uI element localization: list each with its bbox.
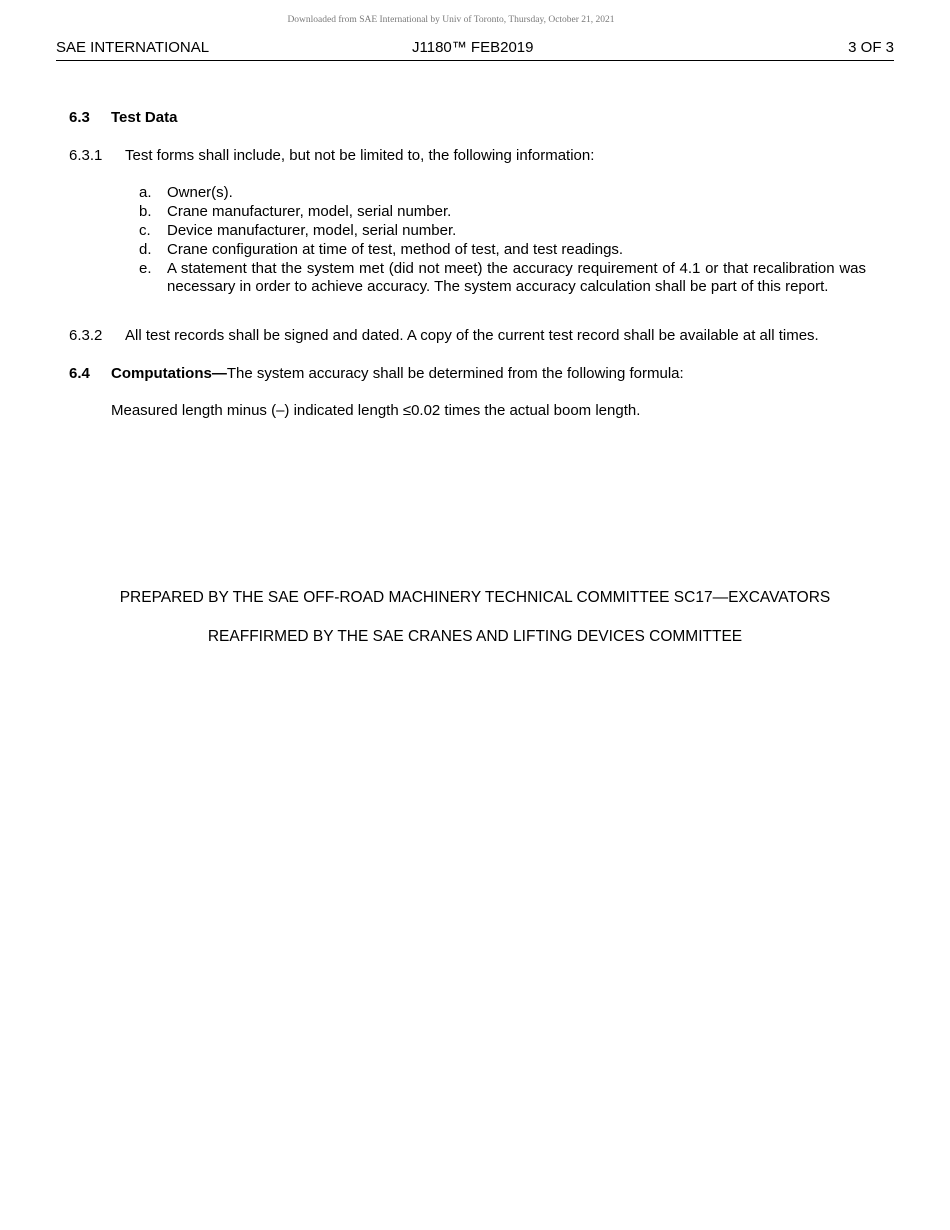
list-letter: a. xyxy=(139,184,152,201)
list-text: A statement that the system met (did not meet) the accuracy requirement of 4.1 or that recalibration was necessary in order to achieve accuracy. The system accuracy calculation shall be part of this report. xyxy=(167,260,866,295)
section-6-3-1-text: Test forms shall include, but not be limited to, the following information: xyxy=(125,147,595,164)
page-header xyxy=(56,38,894,61)
reaffirmed-by-line: REAFFIRMED BY THE SAE CRANES AND LIFTING DEVICES COMMITTEE xyxy=(207,628,743,645)
section-6-3-2-number: 6.3.2 xyxy=(69,327,103,344)
list-letter: d. xyxy=(139,241,152,258)
section-6-3-2 xyxy=(69,327,819,345)
section-6-4-text: The system accuracy shall be determined from the following formula: xyxy=(226,365,684,382)
list-text: Crane manufacturer, model, serial number. xyxy=(167,203,452,220)
prepared-by-line: PREPARED BY THE SAE OFF-ROAD MACHINERY TECHNICAL COMMITTEE SC17—EXCAVATORS xyxy=(119,589,831,606)
header-organization: SAE INTERNATIONAL xyxy=(56,39,210,56)
section-6-3-2-text: All test records shall be signed and dated. A copy of the current test record shall be available at all times. xyxy=(125,327,819,344)
section-6-3-1 xyxy=(69,147,595,165)
section-6-4-number: 6.4 xyxy=(69,365,90,382)
section-6-4-title: Computations— xyxy=(111,365,227,382)
list-letter: e. xyxy=(139,260,152,277)
list-text: Crane configuration at time of test, method of test, and test readings. xyxy=(167,241,624,258)
download-watermark: Downloaded from SAE International by Univ of Toronto, Thursday, October 21, 2021 xyxy=(287,15,615,25)
accuracy-formula: Measured length minus (–) indicated length ≤0.02 times the actual boom length. xyxy=(111,402,641,419)
list-text: Device manufacturer, model, serial number. xyxy=(167,222,457,239)
header-document-id: J1180™ FEB2019 xyxy=(412,39,534,56)
header-page-number: 3 OF 3 xyxy=(848,39,894,56)
list-text: Owner(s). xyxy=(167,184,233,201)
section-6-3-1-number: 6.3.1 xyxy=(69,147,103,164)
list-letter: c. xyxy=(139,222,151,239)
section-6-4 xyxy=(69,365,684,383)
list-letter: b. xyxy=(139,203,152,220)
section-6-3-heading xyxy=(69,109,178,127)
section-6-3-number: 6.3 xyxy=(69,109,90,126)
section-6-3-title: Test Data xyxy=(111,109,178,126)
